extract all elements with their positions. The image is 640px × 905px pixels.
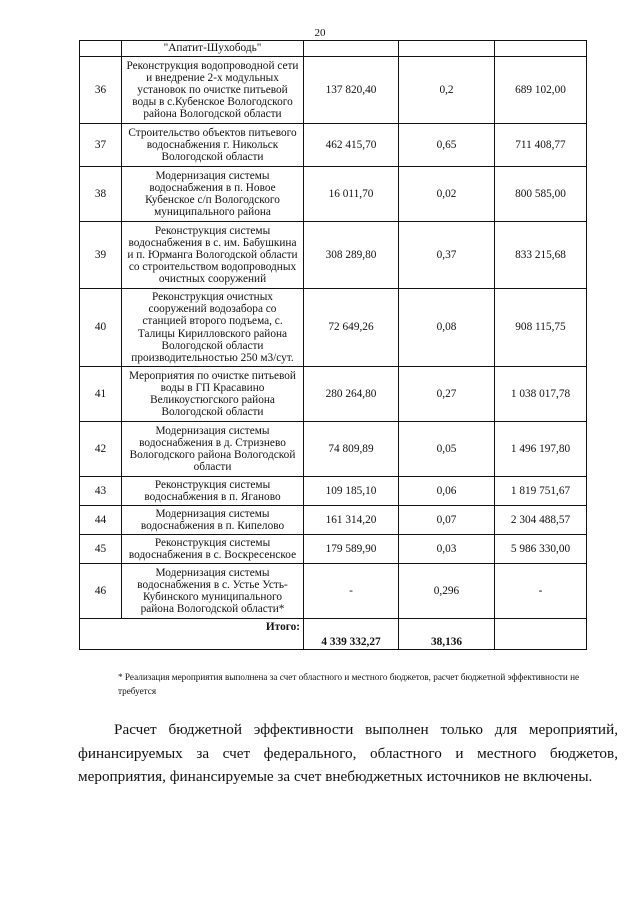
cell-num: 46 xyxy=(80,564,122,619)
page-number: 20 xyxy=(314,27,326,39)
table-row xyxy=(80,167,587,222)
cell-eff: 689 102,00 xyxy=(495,57,587,124)
footnote: * Реализация мероприятия выполнена за счет областного и местного бюджетов, расчет бюджетной эффективности не требуется xyxy=(118,672,580,697)
cell-eff: 833 215,68 xyxy=(495,222,587,289)
cell-desc: Реконструкция водопроводной сети и внедрение 2-х модульных установок по очистке питьевой воды в с.Кубенское Вологодского района Вологодской области xyxy=(122,57,304,124)
cell-desc: Модернизация системы водоснабжения в с. Устье Усть-Кубинского муниципального района Вологодской области* xyxy=(122,564,304,619)
cell-cost: 137 820,40 xyxy=(304,57,399,124)
table-total-row xyxy=(80,619,587,650)
table-row xyxy=(80,57,587,124)
cell-desc: Модернизация системы водоснабжения в п. Новое Кубенское с/п Вологодского муниципального района xyxy=(122,167,304,222)
cell-num: 45 xyxy=(80,535,122,564)
cell-coef: 0,06 xyxy=(399,477,495,506)
cell-desc: Реконструкция очистных сооружений водозабора со станцией второго подъема, с. Талицы Кирилловского района Вологодской области производительностью 250 м3/сут. xyxy=(122,289,304,367)
cell-cost: 280 264,80 xyxy=(304,367,399,422)
total-label: Итого: xyxy=(80,619,304,650)
cell-eff xyxy=(495,41,587,57)
cell-eff: 1 496 197,80 xyxy=(495,422,587,477)
cell-desc: Мероприятия по очистке питьевой воды в ГП Красавино Великоустюгского района Вологодской области xyxy=(122,367,304,422)
cell-coef: 0,08 xyxy=(399,289,495,367)
table-row-continuation xyxy=(80,41,587,57)
cell-cost: - xyxy=(304,564,399,619)
cell-desc: Реконструкция системы водоснабжения в с. им. Бабушкина и п. Юрманга Вологодской области со строительством водопроводных очистных сооружений xyxy=(122,222,304,289)
cell-cost: 462 415,70 xyxy=(304,124,399,167)
cell-eff: 1 819 751,67 xyxy=(495,477,587,506)
table-row xyxy=(80,564,587,619)
table-row xyxy=(80,422,587,477)
cell-coef: 0,296 xyxy=(399,564,495,619)
cell-num: 44 xyxy=(80,506,122,535)
cell-desc: Строительство объектов питьевого водоснабжения г. Никольск Вологодской области xyxy=(122,124,304,167)
table-row xyxy=(80,506,587,535)
cell-desc: Реконструкция системы водоснабжения в с. Воскресенское xyxy=(122,535,304,564)
cell-num xyxy=(80,41,122,57)
cell-num: 36 xyxy=(80,57,122,124)
cell-eff: 5 986 330,00 xyxy=(495,535,587,564)
cell-cost: 161 314,20 xyxy=(304,506,399,535)
cell-cost: 308 289,80 xyxy=(304,222,399,289)
cell-cost: 179 589,90 xyxy=(304,535,399,564)
cell-cost xyxy=(304,41,399,57)
cell-num: 43 xyxy=(80,477,122,506)
cell-num: 37 xyxy=(80,124,122,167)
table-row xyxy=(80,477,587,506)
cell-num: 41 xyxy=(80,367,122,422)
cell-eff: - xyxy=(495,564,587,619)
cell-coef: 0,65 xyxy=(399,124,495,167)
cell-cost: 72 649,26 xyxy=(304,289,399,367)
cell-coef: 0,27 xyxy=(399,367,495,422)
cell-eff: 2 304 488,57 xyxy=(495,506,587,535)
cell-eff: 800 585,00 xyxy=(495,167,587,222)
cell-desc: "Апатит-Шухободь" xyxy=(122,41,304,57)
cell-coef: 0,05 xyxy=(399,422,495,477)
cell-num: 42 xyxy=(80,422,122,477)
cell-desc: Реконструкция системы водоснабжения в п. Яганово xyxy=(122,477,304,506)
total-cost: 4 339 332,27 xyxy=(304,619,399,650)
cell-coef: 0,07 xyxy=(399,506,495,535)
cell-cost: 16 011,70 xyxy=(304,167,399,222)
cell-coef: 0,03 xyxy=(399,535,495,564)
cell-cost: 74 809,89 xyxy=(304,422,399,477)
cell-eff: 1 038 017,78 xyxy=(495,367,587,422)
table-row xyxy=(80,222,587,289)
table-row xyxy=(80,535,587,564)
cell-eff: 711 408,77 xyxy=(495,124,587,167)
total-eff xyxy=(495,619,587,650)
total-coef: 38,136 xyxy=(399,619,495,650)
table-row xyxy=(80,124,587,167)
cell-desc: Модернизация системы водоснабжения в д. Стризнево Вологодского района Вологодской области xyxy=(122,422,304,477)
body-paragraph: Расчет бюджетной эффективности выполнен только для мероприятий, финансируемых за счет федерального, областного и местного бюджетов, мероприятия, финансируемые за счет внебюджетных источников не включены. xyxy=(78,721,618,786)
cell-num: 40 xyxy=(80,289,122,367)
cell-coef: 0,02 xyxy=(399,167,495,222)
table-row xyxy=(80,289,587,367)
cell-eff: 908 115,75 xyxy=(495,289,587,367)
budget-efficiency-table xyxy=(79,40,587,650)
cell-num: 38 xyxy=(80,167,122,222)
cell-cost: 109 185,10 xyxy=(304,477,399,506)
cell-coef xyxy=(399,41,495,57)
cell-coef: 0,2 xyxy=(399,57,495,124)
cell-num: 39 xyxy=(80,222,122,289)
table-row xyxy=(80,367,587,422)
cell-coef: 0,37 xyxy=(399,222,495,289)
cell-desc: Модернизация системы водоснабжения в п. Кипелово xyxy=(122,506,304,535)
